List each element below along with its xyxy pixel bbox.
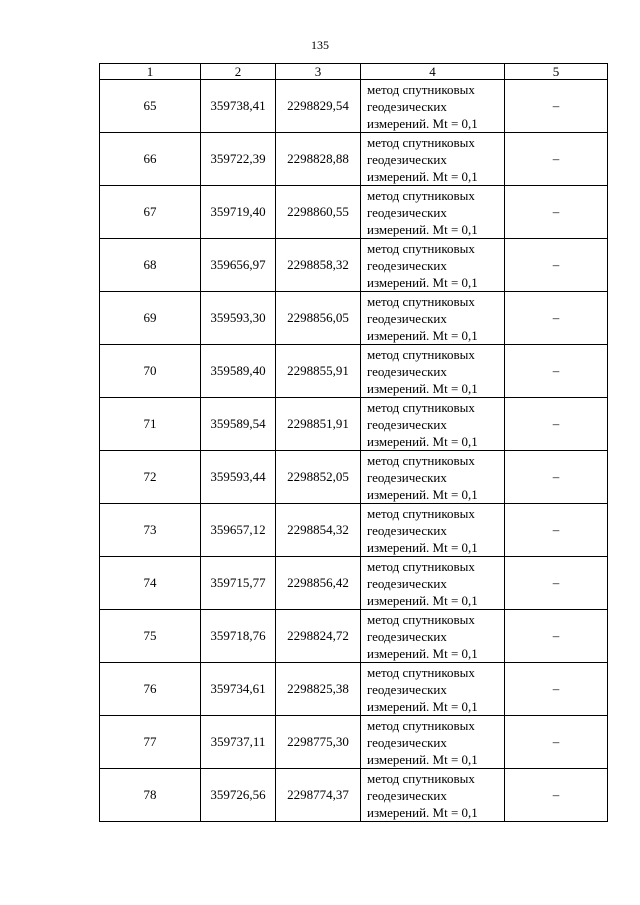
method-text-line: метод спутниковых — [367, 346, 475, 362]
point-number-cell: 75 — [100, 610, 201, 663]
method-text-line: измерений. Mt = 0,1 — [367, 751, 478, 767]
method-text-line: измерений. Mt = 0,1 — [367, 380, 478, 396]
table-row — [100, 716, 608, 769]
point-number-cell: 78 — [100, 769, 201, 822]
table-row — [100, 769, 608, 822]
column-header-1: 1 — [100, 64, 201, 80]
table-body — [100, 80, 608, 822]
point-number-cell: 72 — [100, 451, 201, 504]
method-cell — [361, 292, 505, 345]
note-cell: – — [505, 345, 608, 398]
method-text-line: геодезических — [367, 151, 447, 167]
note-cell: – — [505, 610, 608, 663]
note-cell: – — [505, 292, 608, 345]
y-coordinate-cell: 2298825,38 — [276, 663, 361, 716]
table-row — [100, 186, 608, 239]
point-number-cell: 66 — [100, 133, 201, 186]
x-coordinate-cell: 359593,30 — [201, 292, 276, 345]
note-cell: – — [505, 504, 608, 557]
method-text-line: метод спутниковых — [367, 770, 475, 786]
x-coordinate-cell: 359737,11 — [201, 716, 276, 769]
y-coordinate-cell: 2298829,54 — [276, 80, 361, 133]
column-header-3: 3 — [276, 64, 361, 80]
method-text-line: геодезических — [367, 257, 447, 273]
y-coordinate-cell: 2298856,42 — [276, 557, 361, 610]
method-text-line: измерений. Mt = 0,1 — [367, 327, 478, 343]
method-text-line: метод спутниковых — [367, 558, 475, 574]
point-number-cell: 67 — [100, 186, 201, 239]
point-number-cell: 76 — [100, 663, 201, 716]
x-coordinate-cell: 359589,54 — [201, 398, 276, 451]
y-coordinate-cell: 2298775,30 — [276, 716, 361, 769]
x-coordinate-cell: 359722,39 — [201, 133, 276, 186]
table-row — [100, 504, 608, 557]
method-text-line: геодезических — [367, 681, 447, 697]
point-number-cell: 71 — [100, 398, 201, 451]
method-text-line: метод спутниковых — [367, 452, 475, 468]
x-coordinate-cell: 359734,61 — [201, 663, 276, 716]
method-text-line: измерений. Mt = 0,1 — [367, 433, 478, 449]
method-text-line: метод спутниковых — [367, 505, 475, 521]
method-text-line: геодезических — [367, 575, 447, 591]
method-text-line: метод спутниковых — [367, 81, 475, 97]
method-text-line: метод спутниковых — [367, 399, 475, 415]
note-cell: – — [505, 398, 608, 451]
method-cell — [361, 133, 505, 186]
y-coordinate-cell: 2298851,91 — [276, 398, 361, 451]
table-row — [100, 610, 608, 663]
method-text-line: метод спутниковых — [367, 187, 475, 203]
note-cell: – — [505, 716, 608, 769]
table-row — [100, 80, 608, 133]
x-coordinate-cell: 359719,40 — [201, 186, 276, 239]
method-text-line: измерений. Mt = 0,1 — [367, 486, 478, 502]
note-cell: – — [505, 80, 608, 133]
method-cell — [361, 716, 505, 769]
table-row — [100, 451, 608, 504]
method-text-line: геодезических — [367, 204, 447, 220]
method-text-line: геодезических — [367, 628, 447, 644]
point-number-cell: 70 — [100, 345, 201, 398]
method-text-line: измерений. Mt = 0,1 — [367, 168, 478, 184]
table-row — [100, 239, 608, 292]
point-number-cell: 73 — [100, 504, 201, 557]
method-cell — [361, 345, 505, 398]
method-text-line: геодезических — [367, 416, 447, 432]
column-header-4: 4 — [361, 64, 505, 80]
y-coordinate-cell: 2298855,91 — [276, 345, 361, 398]
method-text-line: геодезических — [367, 469, 447, 485]
x-coordinate-cell: 359726,56 — [201, 769, 276, 822]
method-cell — [361, 80, 505, 133]
table-row — [100, 398, 608, 451]
method-text-line: измерений. Mt = 0,1 — [367, 539, 478, 555]
x-coordinate-cell: 359657,12 — [201, 504, 276, 557]
method-text-line: геодезических — [367, 98, 447, 114]
method-cell — [361, 239, 505, 292]
x-coordinate-cell: 359589,40 — [201, 345, 276, 398]
method-text-line: метод спутниковых — [367, 134, 475, 150]
method-text-line: геодезических — [367, 734, 447, 750]
page-number: 135 — [311, 38, 329, 52]
y-coordinate-cell: 2298860,55 — [276, 186, 361, 239]
x-coordinate-cell: 359738,41 — [201, 80, 276, 133]
table-header-row — [100, 64, 608, 80]
note-cell: – — [505, 663, 608, 716]
y-coordinate-cell: 2298856,05 — [276, 292, 361, 345]
method-cell — [361, 557, 505, 610]
method-text-line: геодезических — [367, 522, 447, 538]
method-text-line: метод спутниковых — [367, 664, 475, 680]
note-cell: – — [505, 186, 608, 239]
point-number-cell: 68 — [100, 239, 201, 292]
table-row — [100, 557, 608, 610]
method-text-line: измерений. Mt = 0,1 — [367, 645, 478, 661]
point-number-cell: 65 — [100, 80, 201, 133]
table-row — [100, 345, 608, 398]
x-coordinate-cell: 359718,76 — [201, 610, 276, 663]
method-text-line: метод спутниковых — [367, 240, 475, 256]
note-cell: – — [505, 769, 608, 822]
column-header-5: 5 — [505, 64, 608, 80]
y-coordinate-cell: 2298828,88 — [276, 133, 361, 186]
point-number-cell: 74 — [100, 557, 201, 610]
method-text-line: измерений. Mt = 0,1 — [367, 274, 478, 290]
note-cell: – — [505, 133, 608, 186]
method-text-line: метод спутниковых — [367, 293, 475, 309]
method-text-line: метод спутниковых — [367, 717, 475, 733]
y-coordinate-cell: 2298854,32 — [276, 504, 361, 557]
method-text-line: измерений. Mt = 0,1 — [367, 592, 478, 608]
y-coordinate-cell: 2298852,05 — [276, 451, 361, 504]
y-coordinate-cell: 2298774,37 — [276, 769, 361, 822]
method-cell — [361, 504, 505, 557]
y-coordinate-cell: 2298858,32 — [276, 239, 361, 292]
method-text-line: геодезических — [367, 363, 447, 379]
method-text-line: геодезических — [367, 787, 447, 803]
method-cell — [361, 186, 505, 239]
method-cell — [361, 663, 505, 716]
method-cell — [361, 451, 505, 504]
method-cell — [361, 398, 505, 451]
method-text-line: геодезических — [367, 310, 447, 326]
x-coordinate-cell: 359715,77 — [201, 557, 276, 610]
method-cell — [361, 769, 505, 822]
coordinates-table — [99, 63, 608, 822]
note-cell: – — [505, 451, 608, 504]
table-row — [100, 133, 608, 186]
method-cell — [361, 610, 505, 663]
x-coordinate-cell: 359593,44 — [201, 451, 276, 504]
note-cell: – — [505, 239, 608, 292]
method-text-line: измерений. Mt = 0,1 — [367, 115, 478, 131]
point-number-cell: 77 — [100, 716, 201, 769]
method-text-line: измерений. Mt = 0,1 — [367, 698, 478, 714]
column-header-2: 2 — [201, 64, 276, 80]
method-text-line: измерений. Mt = 0,1 — [367, 804, 478, 820]
table-row — [100, 292, 608, 345]
note-cell: – — [505, 557, 608, 610]
y-coordinate-cell: 2298824,72 — [276, 610, 361, 663]
table-row — [100, 663, 608, 716]
method-text-line: измерений. Mt = 0,1 — [367, 221, 478, 237]
x-coordinate-cell: 359656,97 — [201, 239, 276, 292]
method-text-line: метод спутниковых — [367, 611, 475, 627]
point-number-cell: 69 — [100, 292, 201, 345]
